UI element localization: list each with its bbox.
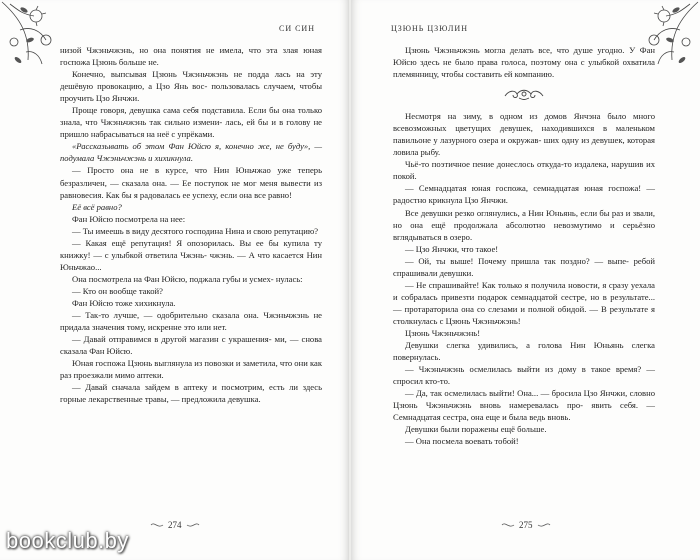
paragraph: Несмотря на зиму, в одном из домов Янчэна было много всевозможных цветущих девушек, находившихся в маленьком павильоне у лазурного озера и окружав- ших одну из девушек, которая ловила рыбу.	[393, 111, 655, 158]
right-text-bottom	[393, 110, 655, 447]
right-text-top	[393, 44, 655, 80]
paragraph: Девушки были поражены ещё больше.	[405, 424, 547, 435]
paragraph: — Кто он вообще такой?	[72, 285, 163, 296]
left-page-text	[60, 44, 322, 405]
section-break-ornament-icon	[499, 86, 549, 102]
paragraph: — Ой, ты выше! Почему пришла так поздно? — выпе- ребой спрашивали девушки.	[393, 255, 655, 278]
running-head-title: ЦЗЮНЬ ЦЗЮЛИН	[391, 24, 468, 33]
paragraph: — Давай отправимся в другой магазин с украшения- ми, — снова сказала Фан Юйсю.	[60, 334, 322, 357]
site-watermark: bookclub.by	[6, 528, 129, 553]
paragraph: — Так-то лучше, — одобрительно сказала она. Чжэньчжэнь не придала значения тому, искренне это или нет.	[60, 310, 322, 333]
folio-right-flourish-icon	[186, 521, 200, 529]
running-head-author: СИ СИН	[278, 24, 315, 33]
left-page	[0, 0, 349, 560]
paragraph: Девушки слегка удивились, а голова Нин Юньянь слегка повернулась.	[393, 340, 655, 363]
right-page-text	[393, 44, 655, 447]
paragraph: — Семнадцатая юная госпожа, семнадцатая юная госпожа! — радостно крикнула Цзо Янчжи.	[393, 183, 655, 206]
right-page	[351, 0, 700, 560]
paragraph: Проще говоря, девушка сама себя подставила. Если бы она только знала, что Чжэньчжэнь так сильно измени- лась, ей бы и в голову не пришло набрасываться на неё с упрёками.	[60, 105, 322, 140]
paragraph: — Она посмела воевать тобой!	[405, 436, 519, 447]
paragraph: Фан Юйсю посмотрела на нее:	[72, 213, 186, 224]
right-folio-number: 275	[519, 520, 533, 530]
paragraph: Цзюнь Чжэньчжэнь могла делать все, что душе угодно. У Фан Юйсю здесь не было права голоса, поэтому она с улыбкой охватила племянницу, чтобы составить ей компанию.	[393, 45, 655, 80]
paragraph: — Цзо Янчжи, что такое!	[405, 243, 499, 254]
paragraph: Фан Юйсю тоже хихикнула.	[72, 297, 176, 308]
paragraph: — Просто она не в курсе, что Нин Юньчжао уже теперь безразличен, — сказала она. — Ее поступок не мог меня вывести из равновесия. Как бы я радовалась ее успеху, если она все равно!	[60, 165, 322, 200]
folio-left-flourish-icon	[150, 521, 164, 529]
left-folio-number: 274	[168, 520, 182, 530]
paragraph: — Ты имеешь в виду десятого господина Нина и свою репутацию?	[72, 225, 319, 236]
paragraph: — Давай сначала зайдем в аптеку и посмотрим, есть ли здесь горные лекарственные травы, — предложила девушка.	[60, 382, 322, 405]
paragraph: Юная госпожа Цзюнь выглянула из повозки и заметила, что они как раз проезжали мимо аптеки.	[60, 358, 322, 381]
paragraph: Все девушки резко оглянулись, а Нин Юньянь, если бы раз и звали, но она ещё продолжала абсолютно невозмутимо и серьёзно вглядываться в озеро.	[393, 207, 655, 242]
paragraph: — Да, так осмелилась выйти! Она... — бросила Цзо Янчжи, словно Цзюнь Чжэньчжэнь вновь намеревалась про- явить себя. — Семнадцатая сестра, она еще и была ведь вновь.	[393, 388, 655, 423]
left-page-number	[150, 520, 200, 530]
paragraph: Конечно, выпсывая Цзюнь Чжэньчжэнь не подда лась на эту дешёвую провокацию, а Цзо Янь вос- пользовалась случаем, чтобы проучить Цзо Янчжи.	[60, 69, 322, 104]
paragraph: — Не спрашивайте! Как только я получила новости, я сразу уехала и собралась привезти подарок семнадцатой сестре, но в результате... — протараторила она со слезами и полной обидой. — В результате я столкнулась с Цзюнь Чжэньчжэнь!	[393, 279, 655, 326]
paragraph: Она посмотрела на Фан Юйсю, поджала губы и усмех- нулась:	[72, 273, 303, 284]
paragraph: Её всё равно?	[72, 201, 122, 212]
folio-left-flourish-icon	[501, 521, 515, 529]
paragraph: — Чжэньчжэнь осмелилась выйти из дому в такое время? — спросил кто-то.	[393, 364, 655, 387]
folio-right-flourish-icon	[537, 521, 551, 529]
paragraph: — Какая ещё репутация! Я опозорилась. Вы ее бы купила ту книжку! — с улыбкой ответила Чжэнь- чжэнь. — А что касается Нин Юньчжао...	[60, 237, 322, 272]
paragraph: низой Чжэньчжэнь, но она понятия не имела, что эта злая юная госпожа Цзюнь больше не.	[60, 45, 322, 68]
paragraph: «Рассказывать об этом Фан Юйсю я, конечно же, не буду», — подумала Чжэньчжэнь и хихикнула.	[60, 141, 322, 164]
paragraph: Цзюнь Чжэньчжэнь!	[405, 327, 481, 338]
right-page-number	[501, 520, 551, 530]
paragraph: Чьё-то поэтичное пение донеслось откуда-то издалека, нарушив их покой.	[393, 159, 655, 182]
